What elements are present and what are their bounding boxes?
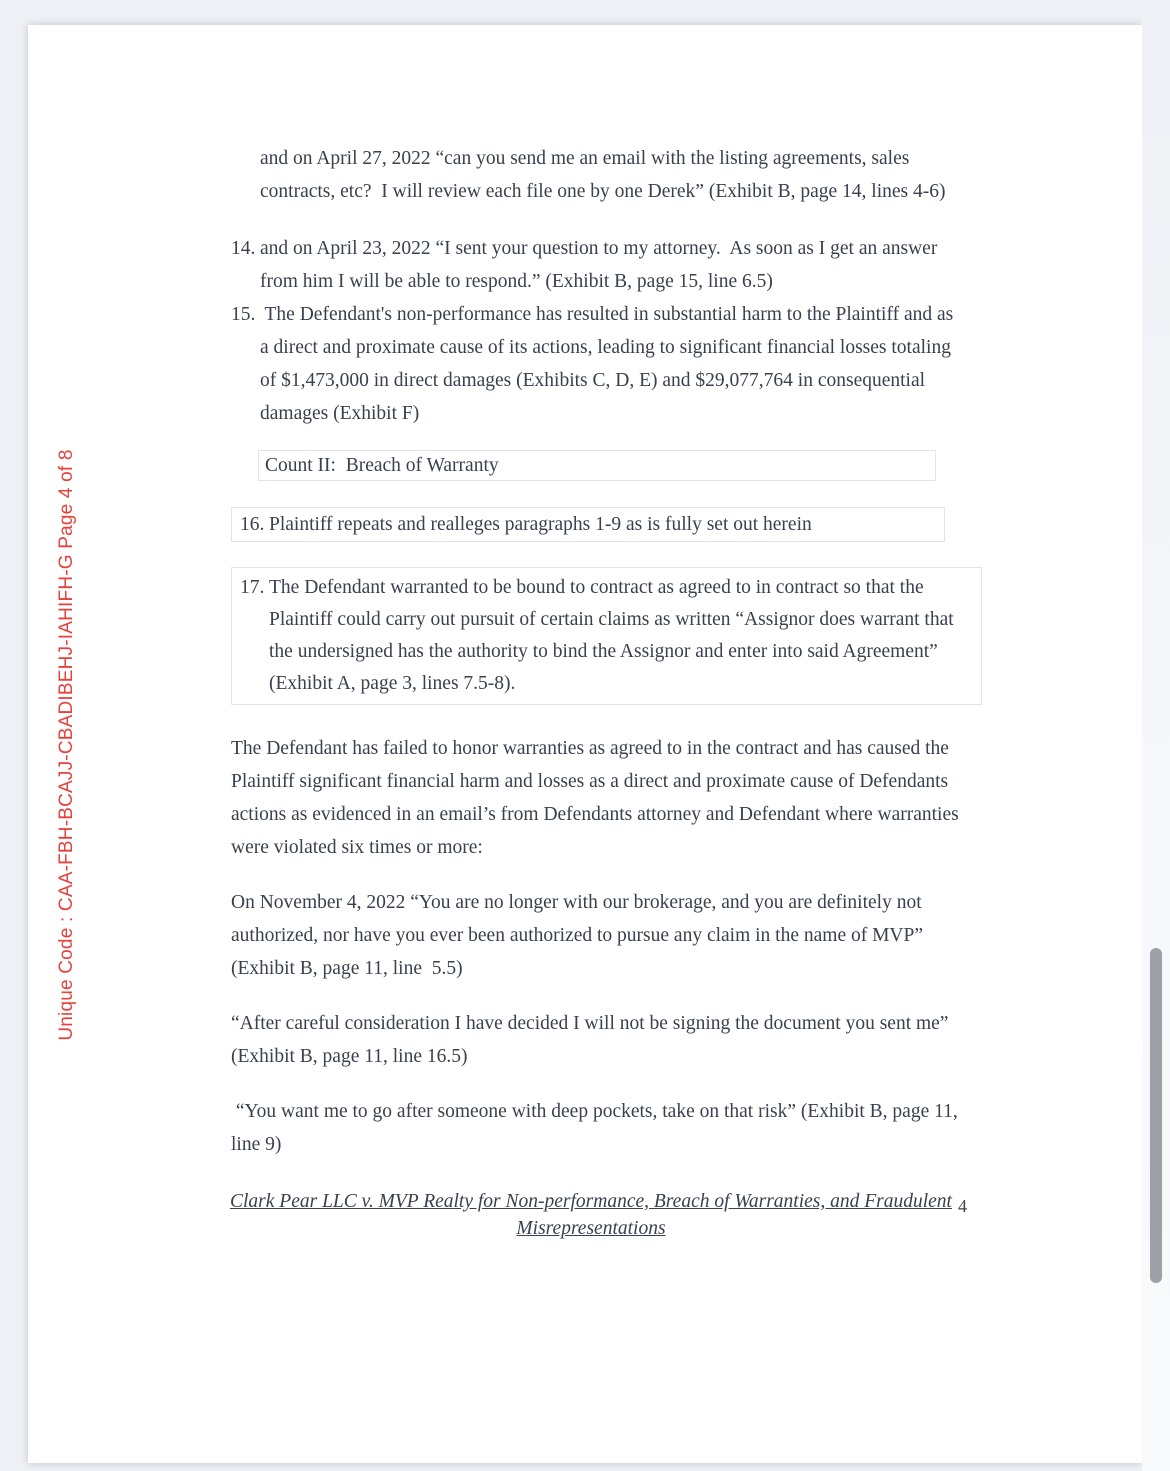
paragraph-15 (231, 298, 966, 430)
paragraph-text: Plaintiff repeats and realleges paragraphs 1-9 as is fully set out herein (269, 514, 812, 535)
case-caption-line2: Misrepresentations (516, 1218, 666, 1239)
case-caption-line1: Clark Pear LLC v. MVP Realty for Non-performance, Breach of Warranties, and Fraudulent (230, 1191, 952, 1212)
warranty-failure-paragraph (231, 732, 966, 864)
paragraph-number: 16. (240, 514, 265, 535)
paragraph-text: “You want me to go after someone with deep pockets, take on that risk” (Exhibit B, page 11, line 9) (231, 1101, 963, 1155)
page-number: 4 (958, 1196, 967, 1216)
document-body (28, 25, 991, 1161)
paragraph-text: The Defendant has failed to honor warranties as agreed to in the contract and has caused the Plaintiff significant financial harm and losses as a direct and proximate cause of Defendants actions as evidenced in an email’s from Defendants attorney and Defendant where warranties were violated six times or more: (231, 738, 964, 858)
paragraph-text: The Defendant's non-performance has resulted in substantial harm to the Plaintiff and as a direct and proximate cause of its actions, leading to significant financial losses totaling of $1,473,000 in direct damages (Exhibits C, D, E) and $29,077,764 in consequential damages (Exhibit F) (260, 304, 959, 424)
paragraph-16[interactable] (231, 507, 945, 542)
paragraph-number: 14. (231, 238, 256, 259)
count-ii-heading[interactable] (258, 450, 936, 481)
deep-pockets-quote (231, 1095, 966, 1161)
case-caption-footer (201, 1188, 981, 1242)
november-4-quote (231, 886, 966, 985)
scrollbar-thumb[interactable] (1150, 948, 1162, 1283)
paragraph-april-27 (260, 142, 966, 208)
paragraph-text: Count II: Breach of Warranty (265, 455, 499, 476)
paragraph-text: The Defendant warranted to be bound to contract as agreed to in contract so that the Plaintiff could carry out pursuit of certain claims as written “Assignor does warrant that the undersigned has the authority to bind the Assignor and enter into said Agreement” (Exhibit A, page 3, lines 7.5-8). (269, 577, 959, 694)
paragraph-text: “After careful consideration I have decided I will not be signing the document you sent me” (Exhibit B, page 11, line 16.5) (231, 1013, 954, 1067)
scrollbar-track[interactable] (1142, 0, 1170, 1471)
unique-code-watermark: Unique Code : CAA-FBH-BCAJJ-CBADIBEHJ-IAHIFH-G Page 4 of 8 (56, 449, 77, 1041)
paragraph-text: On November 4, 2022 “You are no longer with our brokerage, and you are definitely not authorized, nor have you ever been authorized to pursue any claim in the name of MVP” (Exhibit B, page 11, line 5.5) (231, 892, 928, 979)
paragraph-14 (231, 232, 966, 298)
paragraph-17[interactable] (231, 567, 982, 705)
document-page (28, 25, 1142, 1463)
paragraph-number: 15. (231, 304, 256, 325)
paragraph-text: and on April 23, 2022 “I sent your question to my attorney. As soon as I get an answer from him I will be able to respond.” (Exhibit B, page 15, line 6.5) (260, 238, 943, 292)
paragraph-text: and on April 27, 2022 “can you send me an email with the listing agreements, sales contracts, etc? I will review each file one by one Derek” (Exhibit B, page 14, lines 4-6) (260, 148, 946, 202)
careful-consideration-quote (231, 1007, 966, 1073)
paragraph-number: 17. (240, 577, 265, 598)
